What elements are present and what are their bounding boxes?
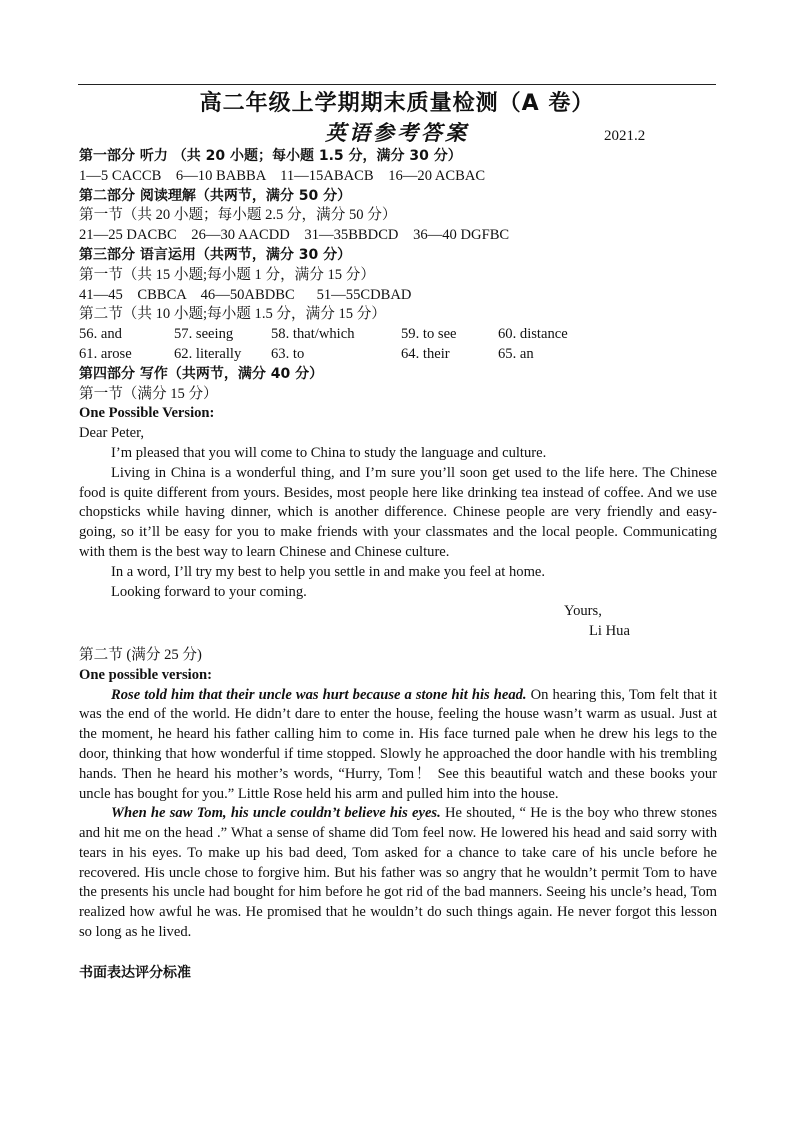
answer-row-2 (79, 345, 717, 365)
letter-paragraph: In a word, I’ll try my best to help you settle in and make you feel at home. (111, 563, 546, 580)
criteria-heading: 书面表达评分标准 (79, 964, 191, 981)
answer-cell: 63. to (271, 345, 305, 362)
part3-section1: 第一节（共 15 小题;每小题 1 分，满分 15 分） (79, 266, 375, 283)
answer-cell: 62. literally (174, 345, 242, 362)
letter-greeting: Dear Peter, (79, 425, 145, 442)
answer-row-1 (79, 325, 717, 345)
part2-section1: 第一节（共 20 小题；每小题 2.5 分，满分 50 分） (79, 207, 397, 224)
content (79, 147, 717, 984)
part4-heading: 第四部分 写作（共两节，满分 40 分） (79, 365, 324, 382)
top-rule (78, 84, 716, 85)
story-lead-sentence: When he saw Tom, his uncle couldn’t believe his eyes. (111, 805, 441, 822)
answer-cell: 64. their (401, 345, 450, 362)
part2-answers: 21—25 DACBC 26—30 AACDD 31—35BBDCD 36—40 DGFBC (79, 227, 510, 244)
part4-section1: 第一节（满分 15 分） (79, 385, 218, 402)
part2-heading: 第二部分 阅读理解（共两节，满分 50 分） (79, 187, 352, 204)
answer-cell: 65. an (498, 345, 534, 362)
answer-cell: 56. and (79, 326, 122, 343)
part1-heading: 第一部分 听力 （共 20 小题；每小题 1.5 分，满分 30 分） (79, 148, 462, 164)
page-subtitle: 英语参考答案 (325, 120, 469, 145)
part3-heading: 第三部分 语言运用（共两节，满分 30 分） (79, 246, 352, 263)
story-paragraph-1 (79, 686, 717, 805)
story-body: On hearing this, Tom felt that it was the end of the world. He didn’t dare to enter the house, feeling the house wasn’t warm as usual. Just at the moment, he heard his father calling him to come in. His face turned pale when he drew his legs to the door, thinking that how wonderful if time stopped. Slowly he approached the door handle with his trembling hands. Then he heard his mother’s words, “Hurry, Tom！ See this beautiful watch and these books your uncle has bought for you.” Little Rose held his arm and pulled him into the house. (79, 686, 717, 802)
answer-cell: 58. that/which (271, 326, 355, 343)
exam-date: 2021.2 (604, 128, 646, 144)
story-lead-sentence: Rose told him that their uncle was hurt because a stone hit his head. (111, 686, 527, 703)
letter-closing: Yours, (564, 603, 602, 620)
story-paragraph-2 (79, 804, 717, 943)
part1-answers: 1—5 CACCB 6—10 BABBA 11—15ABACB 16—20 ACBAC (79, 167, 486, 184)
page-title: 高二年级上学期期末质量检测（A 卷） (199, 91, 595, 116)
letter-signature: Li Hua (589, 623, 630, 640)
letter-paragraph: Living in China is a wonderful thing, and I’m sure you’ll soon get used to the life here. The Chinese food is quite different from yours. Besides, most people here like drinking tea instead of coffee. And we use chopsticks while having dinner, which is another difference. Chinese people are very friendly and easy-going, so it’ll be easy for you to make friends with your classmates and the local people. Communicating with them is the best way to learn Chinese and Chinese culture. (79, 464, 717, 560)
answer-cell: 60. distance (498, 326, 568, 343)
answer-cell: 61. arose (79, 345, 132, 362)
version-label: One Possible Version: (79, 405, 215, 422)
version-label-2: One possible version: (79, 666, 212, 683)
part3-section2: 第二节（共 10 小题;每小题 1.5 分，满分 15 分） (79, 306, 386, 323)
part3-answers1: 41—45 CBBCA 46—50ABDBC 51—55CDBAD (79, 286, 412, 303)
answer-cell: 57. seeing (174, 326, 234, 343)
letter-paragraph: Looking forward to your coming. (111, 583, 307, 600)
part4-section2: 第二节 (满分 25 分) (79, 646, 202, 663)
letter-paragraph: I’m pleased that you will come to China to study the language and culture. (111, 444, 547, 461)
answer-cell: 59. to see (401, 326, 457, 343)
story-body: He shouted, “ He is the boy who threw stones and hit me on the head .” What a sense of shame did Tom feel now. He lowered his head and said sorry with tears in his eyes. To make up his bad deed, Tom asked for a chance to take care of his uncle before he recovered. His uncle chose to forgive him. But his father was so angry that he wouldn’t permit Tom to have the presents his uncle had bought for him before he got rid of the bad manners. Seeing his uncle’s head, Tom realized how awful he was. He promised that he wouldn’t do such things again. He never forgot this lesson so long as he lived. (79, 805, 718, 941)
